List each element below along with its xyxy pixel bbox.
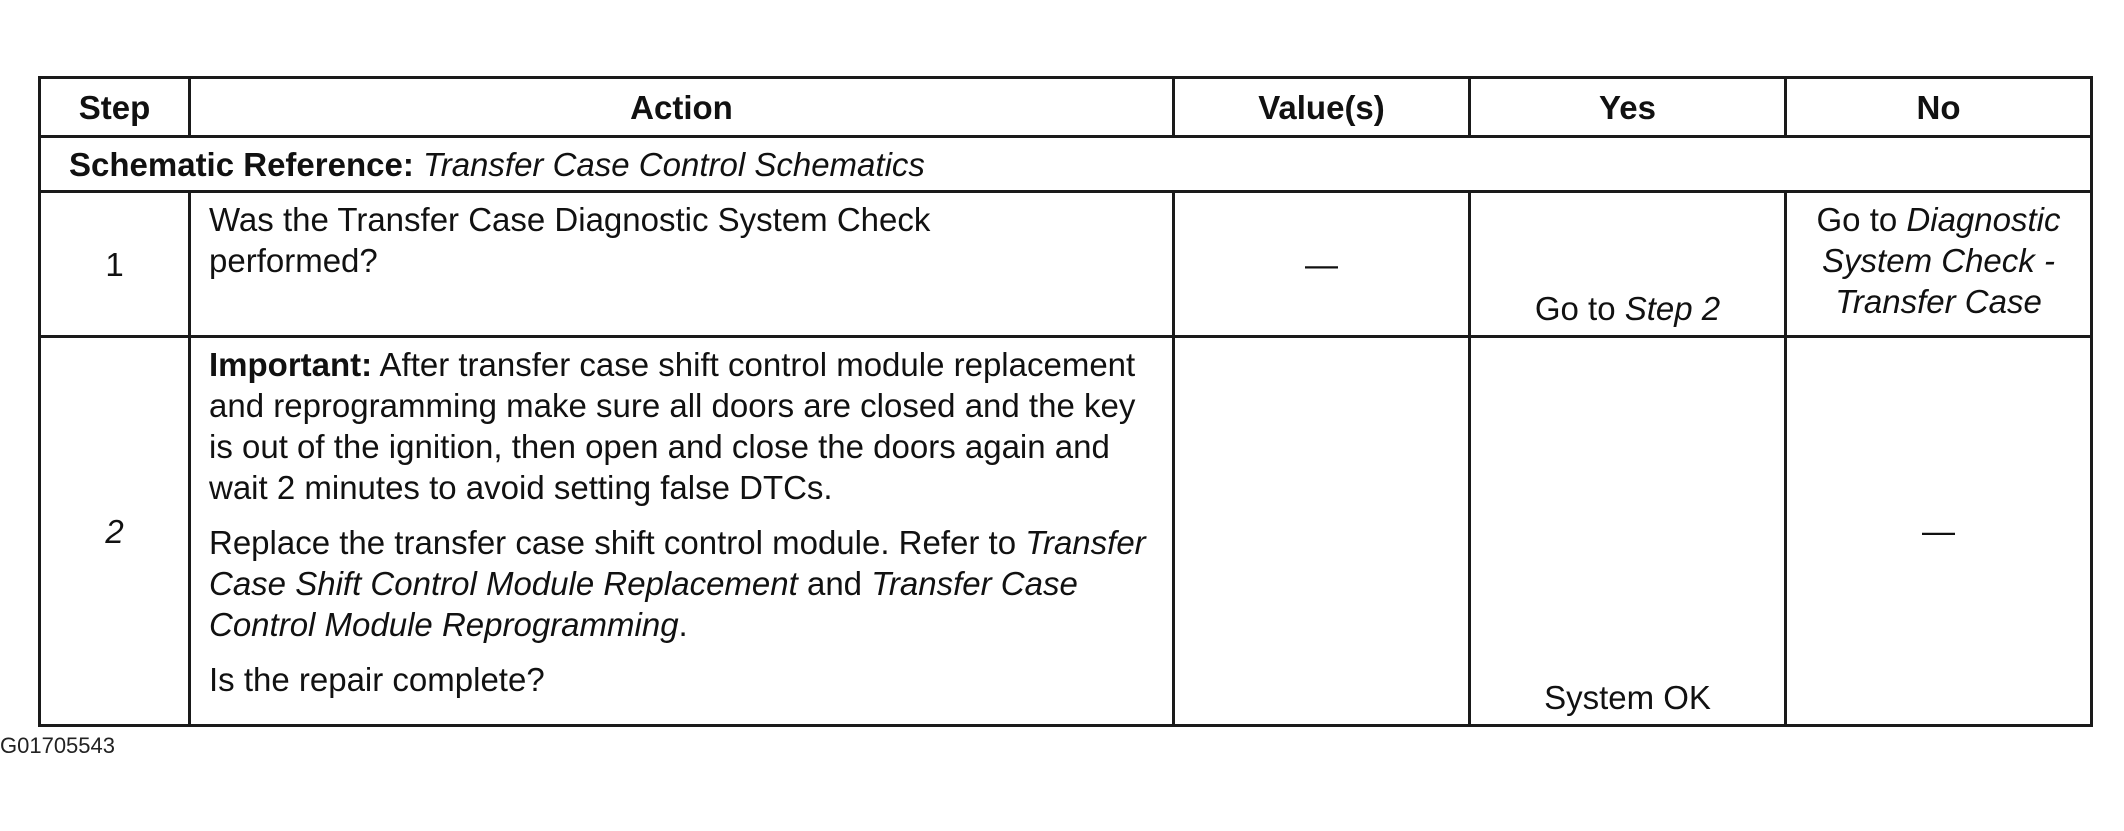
action-cell [190,337,1174,726]
header-step: Step [40,78,190,137]
no-cell [1786,337,2092,726]
value-cell [1174,337,1470,726]
no-cell [1786,192,2092,337]
header-values: Value(s) [1174,78,1470,137]
yes-prefix: Go to [1534,290,1616,327]
no-result: — [1922,512,1955,550]
replacement-procedure-link[interactable]: Transfer Case Shift Control Module Replacement [209,524,1146,602]
table-row [40,337,2092,726]
action-cell [190,192,1174,337]
step-number: 1 [40,192,190,337]
table-header-row [40,78,2092,137]
important-note [209,344,1160,508]
schematic-reference-link[interactable]: Transfer Case Control Schematics [423,145,925,183]
table-row [40,192,2092,337]
schematic-reference-cell [40,137,2092,192]
no-line-1 [1787,199,2090,240]
schematic-reference-row [40,137,2092,192]
repair-question: Is the repair complete? [209,661,545,698]
yes-cell [1470,192,1786,337]
no-link-part-2[interactable]: System Check - [1822,242,2055,279]
yes-cell [1470,337,1786,726]
important-label: Important: [209,346,373,383]
yes-result: System OK [1544,679,1711,716]
header-action: Action [190,78,1174,137]
header-no: No [1786,78,2092,137]
replace-instruction [209,522,1160,645]
diagnostic-table [38,76,2093,727]
schematic-reference-label: Schematic Reference: [69,145,414,183]
action-text: Was the Transfer Case Diagnostic System Check performed? [209,201,931,279]
no-link-part-1[interactable]: Diagnostic [1906,201,2061,238]
replace-and: and [806,565,863,602]
replace-text: Replace the transfer case shift control module. Refer to [209,524,1017,561]
important-text: After transfer case shift control module replacement and reprogramming make sure all doors are closed and the key is out of the ignition, then open and close the doors again and wait 2 minutes to avoid setting false DTCs. [209,346,1136,506]
value-cell: — [1174,192,1470,337]
no-prefix: Go to [1816,201,1898,238]
step-number: 2 [40,337,190,726]
no-result [1787,193,2090,322]
figure-id: G01705543 [0,733,115,758]
yes-result [1471,288,1784,329]
replace-end: . [678,606,688,643]
header-yes: Yes [1470,78,1786,137]
yes-step-link[interactable]: Step 2 [1624,290,1721,327]
no-link-part-3[interactable]: Transfer Case [1835,283,2042,320]
reprogramming-procedure-link[interactable]: Transfer Case Control Module Reprogramming [209,565,1078,643]
